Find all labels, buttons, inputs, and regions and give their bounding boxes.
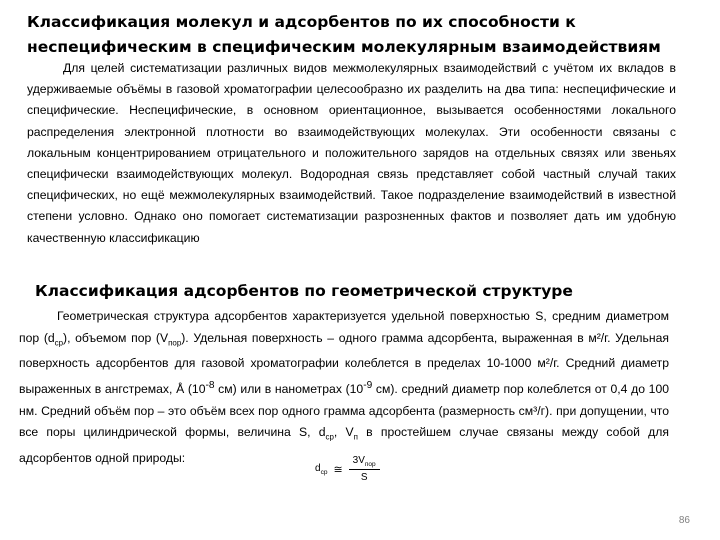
text-run: ), объемом пор (V xyxy=(63,330,169,345)
fraction-denominator: S xyxy=(360,472,368,483)
formula-lhs-symbol: d xyxy=(315,462,321,474)
text-run: см) или в нанометрах (10 xyxy=(214,382,364,396)
paragraph-molecular-interactions: Для целей систематизации различных видов межмолекулярных взаимодействий с учётом их вкладов в удерживаемые объёмы в газовой хроматографии целесообразно их разделить на два типа: неспецифические и специфические. Неспецифические, в основном ориентационное, вызывается особенностями локального распределения электронной плотности во взаимодействующих молекулах. Эти особенности связаны с локальным концентрированием отрицательного и положительного зарядов на отдельных связях или звеньях специфически взаимодействующих молекул. Водородная связь представляет собой частный случай таких специфических, но ещё межмолекулярных взаимодействий. Такое подразделение взаимодействий в известной степени условно. Однако оно помогает систематизации разрозненных фактов и позволяет дать им удобную качественную классификацию xyxy=(27,61,676,245)
subscript-cp: ср xyxy=(325,432,334,442)
formula-lhs xyxy=(315,463,327,476)
numerator-text: 3V xyxy=(352,455,365,466)
fraction-numerator xyxy=(349,455,380,470)
text-run: ). Удельная поверхность – одного грамма адсорбента, выраженная в м²/г. Удельная поверхность адсорбентов для газовой хроматографии колеблется в пределах 10-1000 м²/г. Средний диаметр выраженных в ангстремах, Å (10 xyxy=(19,330,670,396)
section-title-molecular-classification: Классификация молекул и адсорбентов по их способности к неспецифическим в специфическим молекулярным взаимодействиям xyxy=(27,13,661,56)
pore-diameter-formula xyxy=(315,455,380,483)
formula-fraction xyxy=(349,455,380,483)
section-title-geometric-structure: Классификация адсорбентов по геометрической структуре xyxy=(35,282,573,300)
subscript-p: п xyxy=(353,432,358,442)
text-run: см). средний диаметр пор колеблется от 0,4 до 100 нм. Средний объём пор – это объём всех пор одного грамма адсорбента (размерность см³/г). при допущении, что все поры цилиндрической формы, величина S, d xyxy=(19,382,669,439)
subscript-por: пор xyxy=(168,337,182,347)
subscript-cp: ср xyxy=(54,337,64,347)
text-run: Геометрическая структура адсорбентов характеризуется удельной поверхностью S, средним диаметром пор (d xyxy=(19,309,669,345)
superscript-exponent: -9 xyxy=(363,379,373,391)
page-number: 86 xyxy=(678,515,690,526)
superscript-exponent: -8 xyxy=(205,379,215,391)
approx-equal-symbol: ≅ xyxy=(333,463,343,476)
text-run: , V xyxy=(333,425,354,439)
numerator-subscript: пор xyxy=(364,461,376,468)
paragraph-geometric-structure xyxy=(19,306,669,469)
text-run: в простейшем случае связаны между собой для адсорбентов одной природы: xyxy=(19,425,669,465)
formula-lhs-subscript: ср xyxy=(320,468,328,476)
